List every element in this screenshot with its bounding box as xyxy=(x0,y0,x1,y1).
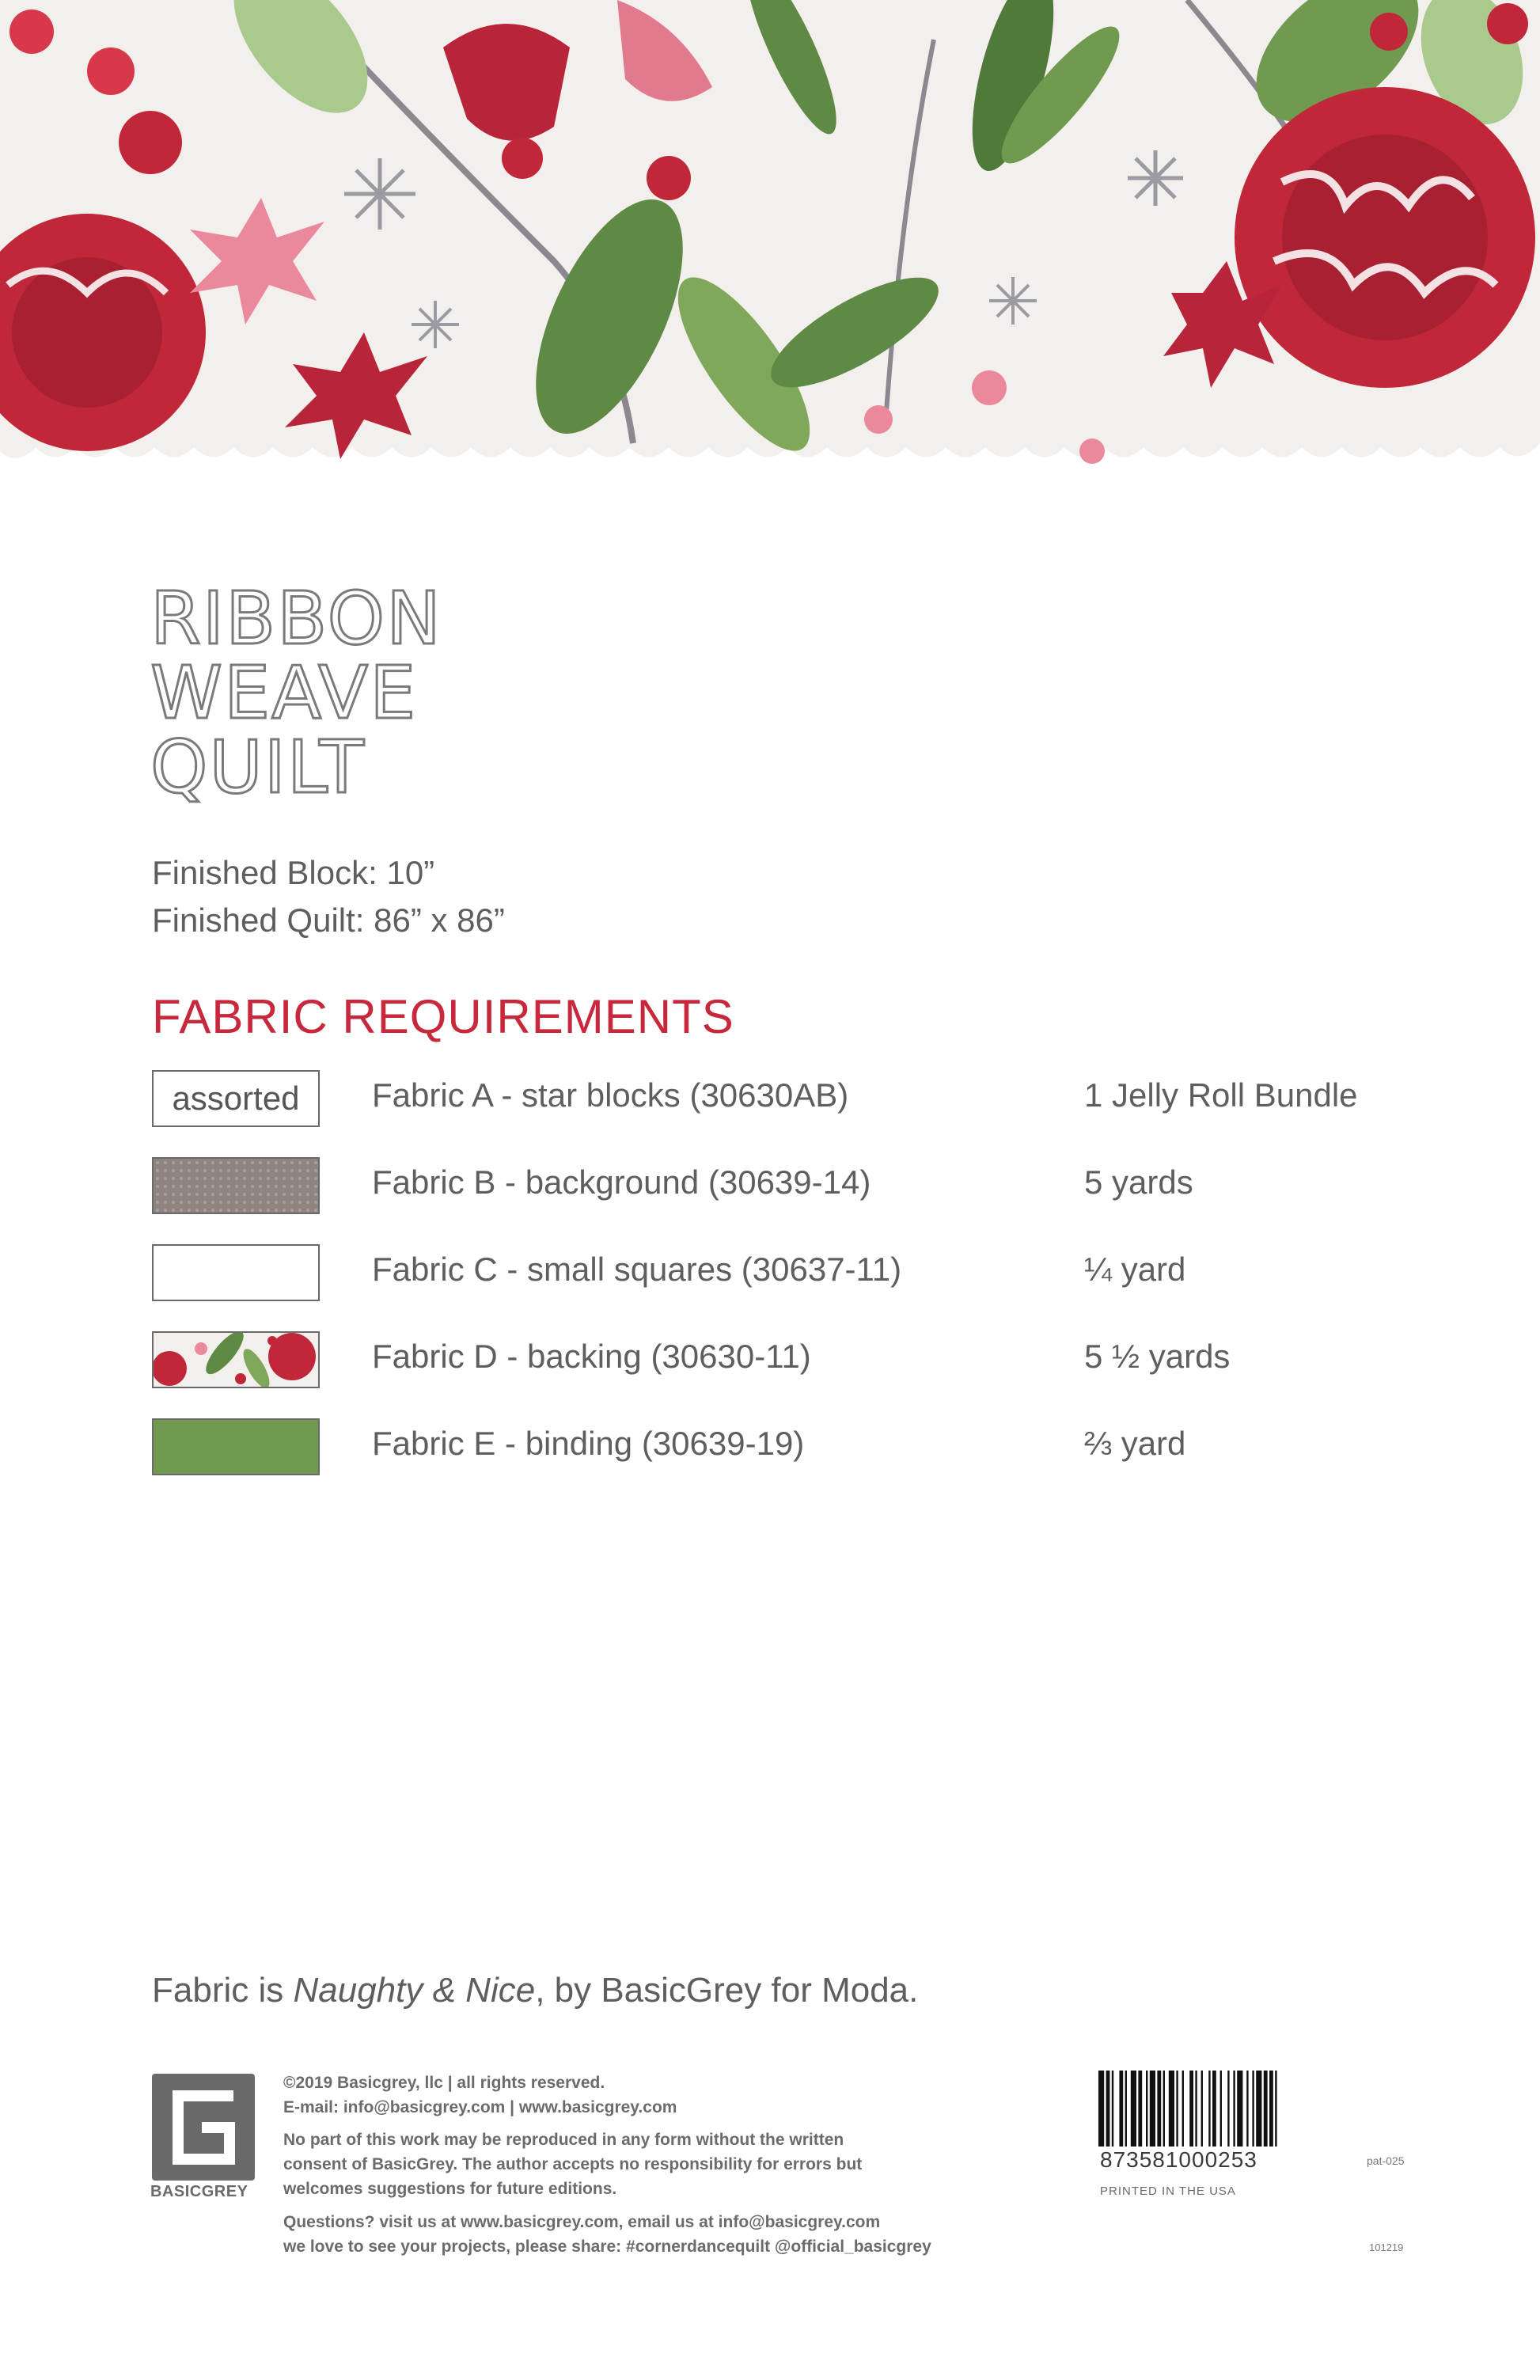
questions-text: Questions? visit us at www.basicgrey.com, email us at info@basicgrey.com xyxy=(283,2213,881,2231)
pattern-code: pat-025 xyxy=(1367,2154,1405,2167)
fabric-d-amount: 5 ½ yards xyxy=(1084,1338,1231,1375)
print-code: 101219 xyxy=(1369,2241,1404,2253)
credit-suffix: , by BasicGrey for Moda. xyxy=(535,1971,919,2010)
fabric-row-c xyxy=(152,1244,1418,1304)
title-line-3: QUILT xyxy=(150,725,366,810)
finished-block: Finished Block: 10” xyxy=(152,854,435,891)
barcode-icon xyxy=(1098,2071,1418,2147)
disclaimer-line-3: welcomes suggestions for future editions. xyxy=(283,2180,617,2198)
title-line-1: RIBBON xyxy=(150,576,442,661)
fabric-a-amount: 1 Jelly Roll Bundle xyxy=(1084,1076,1358,1114)
share-text: we love to see your projects, please share: #cornerdancequilt @official_basicgrey xyxy=(283,2238,931,2256)
title-line-2: WEAVE xyxy=(150,651,418,735)
fabric-row-a xyxy=(152,1070,1418,1130)
fabric-a-swatch: assorted xyxy=(152,1070,320,1127)
fabric-e-label: Fabric E - binding (30639-19) xyxy=(372,1425,805,1462)
pattern-title xyxy=(150,576,442,810)
fabric-c-label: Fabric C - small squares (30637-11) xyxy=(372,1251,902,1288)
contact-text: E-mail: info@basicgrey.com | www.basicgrey.com xyxy=(283,2098,677,2116)
fabric-c-swatch xyxy=(152,1244,320,1301)
finished-sizes xyxy=(152,849,505,944)
fabric-c-amount: ¼ yard xyxy=(1084,1251,1186,1288)
disclaimer-line-2: consent of BasicGrey. The author accepts no responsibility for errors but xyxy=(283,2155,863,2173)
credit-prefix: Fabric is xyxy=(152,1971,294,2010)
copyright-text: ©2019 Basicgrey, llc | all rights reserved. xyxy=(283,2074,605,2092)
fabric-row-e xyxy=(152,1418,1418,1478)
fabric-b-swatch xyxy=(152,1157,320,1214)
basicgrey-logo-text: BASICGREY xyxy=(150,2183,248,2200)
fabric-d-label: Fabric D - backing (30630-11) xyxy=(372,1338,811,1375)
fabric-b-amount: 5 yards xyxy=(1084,1163,1193,1201)
fabric-row-b xyxy=(152,1157,1418,1217)
barcode-number: 873581000253 xyxy=(1100,2147,1257,2172)
fabric-row-d xyxy=(152,1331,1418,1391)
fabric-a-label: Fabric A - star blocks (30630AB) xyxy=(372,1076,849,1114)
fabric-b-label: Fabric B - background (30639-14) xyxy=(372,1163,871,1201)
floral-banner-image xyxy=(0,0,1540,475)
basicgrey-logo-icon xyxy=(150,2072,261,2191)
printed-in-usa: PRINTED IN THE USA xyxy=(1100,2185,1236,2198)
credit-collection: Naughty & Nice xyxy=(293,1971,536,2010)
fabric-requirements-heading: FABRIC REQUIREMENTS xyxy=(152,990,734,1043)
finished-quilt: Finished Quilt: 86” x 86” xyxy=(152,902,505,939)
fabric-credit xyxy=(152,1971,918,2010)
disclaimer-line-1: No part of this work may be reproduced in any form without the written xyxy=(283,2131,844,2149)
fabric-e-swatch xyxy=(152,1418,320,1475)
fabric-d-swatch xyxy=(152,1331,320,1388)
fabric-e-amount: ⅔ yard xyxy=(1084,1425,1186,1462)
